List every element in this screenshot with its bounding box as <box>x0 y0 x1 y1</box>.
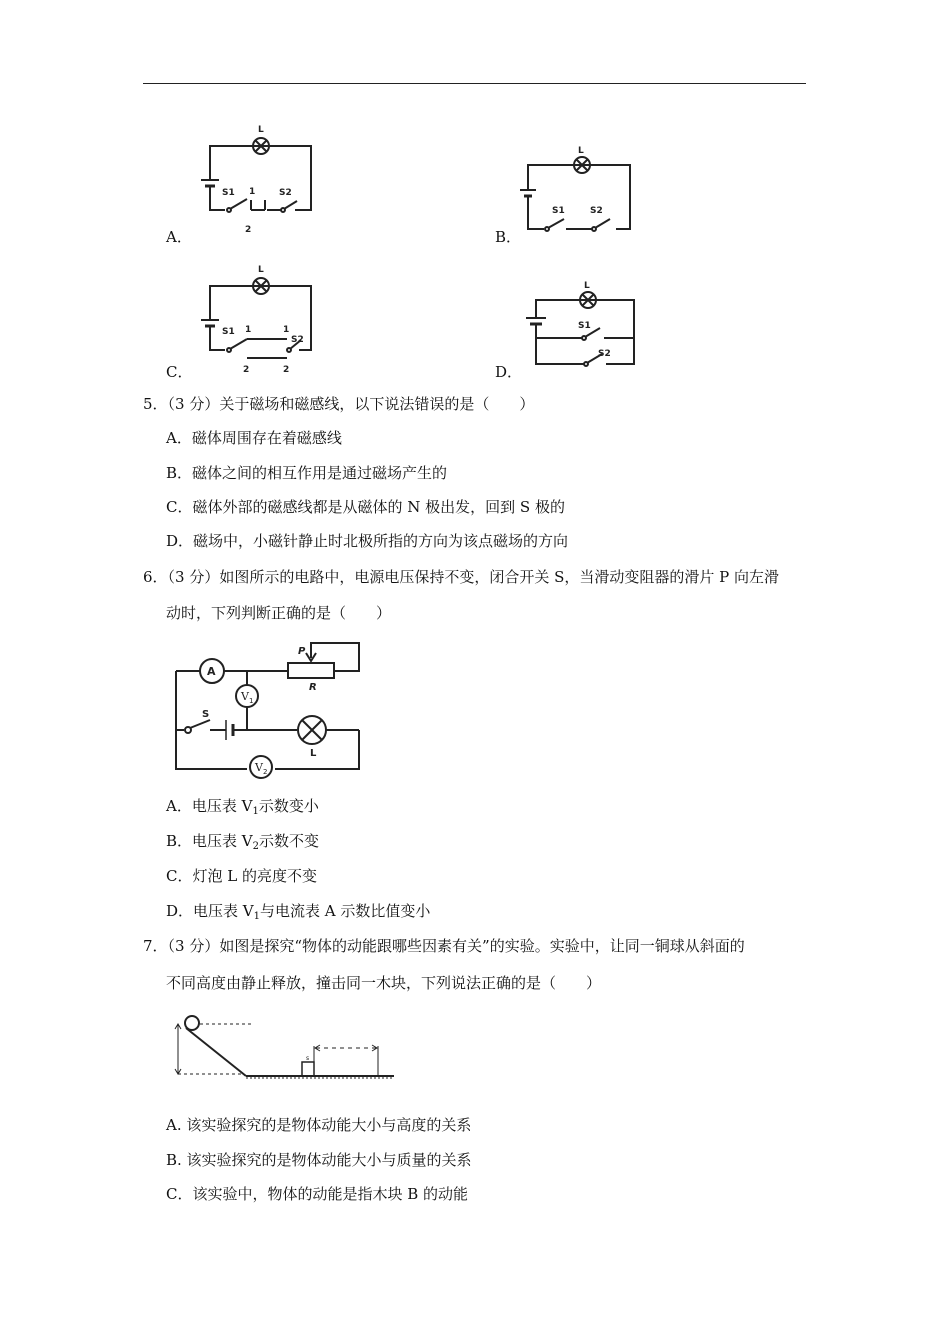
q6-option-text: A．电压表 V <box>166 797 253 815</box>
lamp-label: L <box>584 281 590 291</box>
s1-label: S1 <box>222 327 235 337</box>
switch-label: S <box>202 709 210 720</box>
q6-stem-line2: 动时，下列判断正确的是（ ） <box>166 604 392 622</box>
contact-label: 1 <box>283 325 290 335</box>
lamp-label: L <box>258 125 264 135</box>
ramp-diagram <box>170 1012 400 1082</box>
q6-option-text: 示数变小 <box>258 797 319 815</box>
v2-label: V <box>255 761 263 774</box>
q4-option-d[interactable]: D． <box>495 363 523 381</box>
q6-option-text: D．电压表 V <box>166 902 254 920</box>
lamp-label: L <box>578 146 584 156</box>
slider-label: P <box>298 646 306 657</box>
block-label: s <box>306 1055 310 1062</box>
ammeter-label: A <box>207 665 216 678</box>
q5-option-c[interactable]: C．磁体外部的磁感线都是从磁体的 N 极出发，回到 S 极的 <box>166 498 565 516</box>
q6-stem-line1: 6．（3 分）如图所示的电路中，电源电压保持不变，闭合开关 S，当滑动变阻器的滑片 P 向左滑 <box>143 568 780 586</box>
q5-option-a[interactable]: A．磁体周围存在着磁感线 <box>166 429 342 447</box>
contact-label: 1 <box>245 325 252 335</box>
s1-label: S1 <box>552 206 565 216</box>
lamp-label: L <box>258 265 264 275</box>
v1-sub: 1 <box>249 697 254 705</box>
contact-label: 2 <box>245 225 252 235</box>
q6-option-text: 示数不变 <box>259 832 320 850</box>
q4-option-c[interactable]: C． <box>166 363 193 381</box>
q5-option-d[interactable]: D．磁场中，小磁针静止时北极所指的方向为该点磁场的方向 <box>166 532 569 550</box>
q7-stem-line2: 不同高度由静止释放，撞击同一木块，下列说法正确的是（ ） <box>166 974 602 992</box>
q6-option-sub: 2 <box>252 841 259 852</box>
q6-option-d[interactable] <box>166 901 430 921</box>
s2-label: S2 <box>590 206 603 216</box>
q6-option-a[interactable] <box>166 796 319 816</box>
resistor-label: R <box>309 682 317 693</box>
header-rule <box>143 83 806 84</box>
q6-option-sub: 1 <box>252 806 259 817</box>
q6-option-c[interactable] <box>166 866 317 886</box>
contact-label: 1 <box>249 187 256 197</box>
contact-label: 2 <box>283 365 290 375</box>
circuit-q6 <box>170 640 365 778</box>
circuit-c <box>195 262 320 374</box>
q7-option-a[interactable]: A. 该实验探究的是物体动能大小与高度的关系 <box>166 1116 472 1134</box>
q6-option-sub: 1 <box>253 911 261 922</box>
circuit-a <box>195 122 320 237</box>
s2-label: S2 <box>291 335 304 345</box>
circuit-d <box>518 280 643 372</box>
q7-stem-line1: 7．（3 分）如图是探究“物体的动能跟哪些因素有关”的实验。实验中，让同一铜球从斜面的 <box>143 937 745 955</box>
s2-label: S2 <box>279 188 292 198</box>
q5-stem: 5．（3 分）关于磁场和磁感线，以下说法错误的是（ ） <box>143 395 535 413</box>
s2-label: S2 <box>598 349 611 359</box>
q4-option-b[interactable]: B． <box>495 228 522 246</box>
q7-option-c[interactable]: C．该实验中，物体的动能是指木块 B 的动能 <box>166 1185 469 1203</box>
q6-option-text: 与电流表 A 示数比值变小 <box>260 902 431 920</box>
q7-option-b[interactable]: B. 该实验探究的是物体动能大小与质量的关系 <box>166 1151 472 1169</box>
q6-option-text: B．电压表 V <box>166 832 253 850</box>
v1-label: V <box>241 690 249 703</box>
q6-option-text: C．灯泡 L 的亮度不变 <box>166 867 317 885</box>
q5-option-b[interactable]: B．磁体之间的相互作用是通过磁场产生的 <box>166 464 448 482</box>
s1-label: S1 <box>222 188 235 198</box>
contact-label: 2 <box>243 365 250 375</box>
q4-option-a[interactable]: A． <box>166 228 192 246</box>
v2-sub: 2 <box>263 768 268 776</box>
circuit-b <box>518 145 638 235</box>
s1-label: S1 <box>578 321 591 331</box>
lamp-label: L <box>310 748 317 759</box>
q6-option-b[interactable] <box>166 831 319 851</box>
